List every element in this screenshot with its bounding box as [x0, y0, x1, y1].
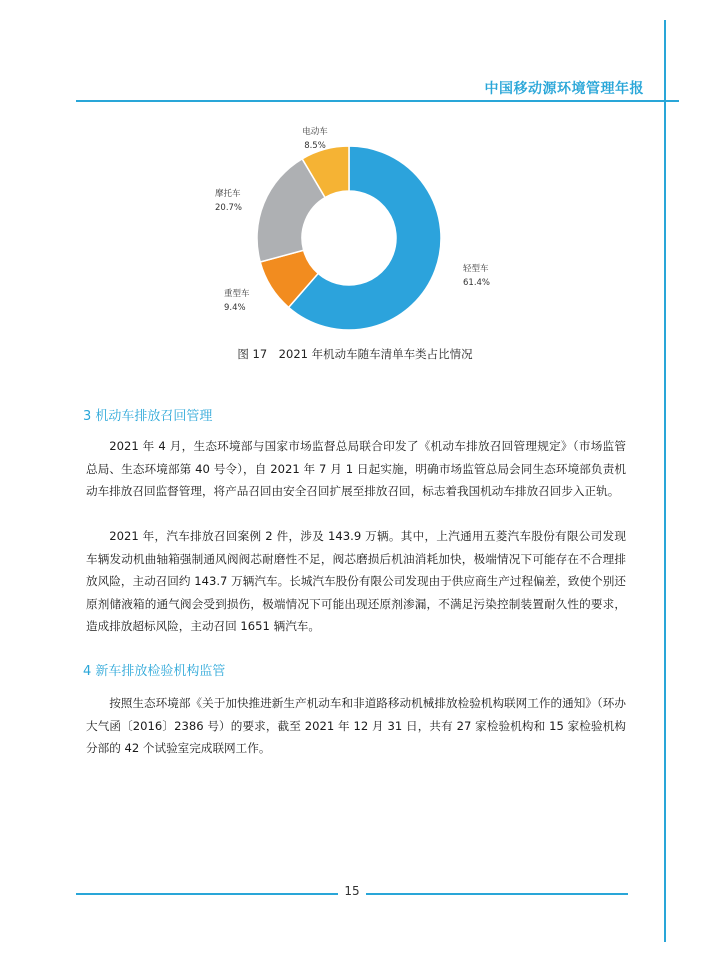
section-3-paragraph-1: 2021 年 4 月，生态环境部与国家市场监督总局联合印发了《机动车排放召回管理规定》（市场监管总局、生态环境部第 40 号令），自 2021 年 7 月 1 日起实施，明确市场监管总局会同生态环境部负责机动车排放召回监督管理，将产品召回由安全召回扩展至排放召回，标志着我国机动车排放召回步入正轨。	[86, 439, 626, 498]
footer-rule-left	[76, 893, 338, 895]
slice-name-label: 摩托车	[215, 189, 241, 199]
slice-value-label: 61.4%	[463, 278, 491, 288]
section-3-heading: 3 机动车排放召回管理	[83, 409, 213, 424]
footer-rule-right	[366, 893, 628, 895]
vertical-rule	[664, 20, 666, 942]
figure-caption: 图 17 2021 年机动车随车清单车类占比情况	[237, 347, 473, 361]
donut-slices	[257, 146, 441, 330]
section-4-paragraph-1: 按照生态环境部《关于加快推进新生产机动车和非道路移动机械排放检验机构联网工作的通知》（环办大气函〔2016〕2386 号）的要求，截至 2021 年 12 月 31 日，共有 27 家检验机构和 15 家检验机构分部的 42 个试验室完成联网工作。	[86, 696, 626, 755]
slice-name-label: 重型车	[224, 289, 250, 299]
section-4-heading: 4 新车排放检验机构监管	[83, 664, 226, 679]
slice-name-label: 轻型车	[463, 264, 489, 274]
slice-value-label: 20.7%	[215, 203, 243, 213]
header-rule	[76, 100, 679, 102]
page-number: 15	[344, 884, 360, 898]
slice-value-label: 9.4%	[224, 303, 246, 313]
slice-name-label: 电动车	[302, 127, 328, 137]
donut-chart	[180, 118, 540, 348]
report-title: 中国移动源环境管理年报	[484, 81, 644, 97]
slice-value-label: 8.5%	[304, 141, 326, 151]
section-3-paragraph-2: 2021 年，汽车排放召回案例 2 件，涉及 143.9 万辆。其中，上汽通用五菱汽车股份有限公司发现车辆发动机曲轴箱强制通风阀阀芯耐磨性不足，阀芯磨损后机油消耗加快，极端情况下可能存在不合理排放风险，主动召回约 143.7 万辆汽车。长城汽车股份有限公司发现由于供应商生产过程偏差，致使个别还原剂储液箱的通气阀会受到损伤，极端情况下可能出现还原剂渗漏，不满足污染控制装置耐久性的要求，造成排放超标风险，主动召回 1651 辆汽车。	[86, 529, 626, 633]
